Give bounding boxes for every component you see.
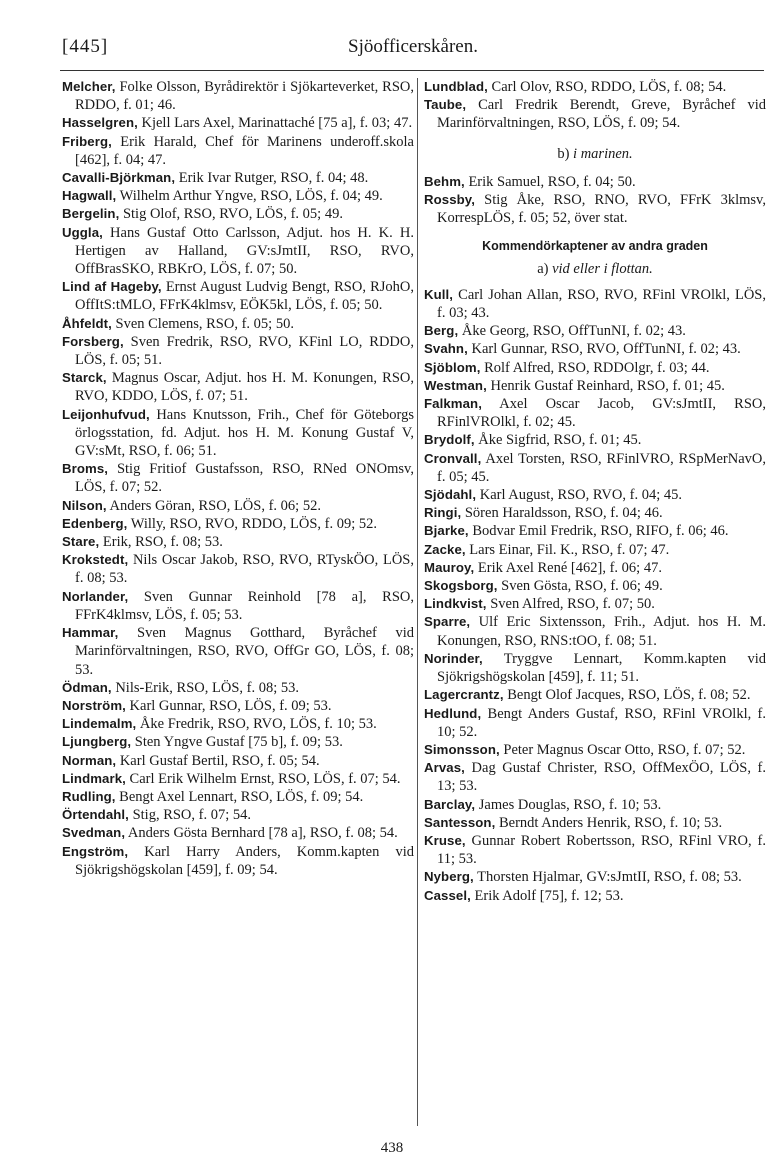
register-entry	[424, 96, 766, 132]
section-heading-b	[424, 145, 766, 163]
register-entry	[62, 679, 414, 697]
entry-details: Sven Magnus Gotthard, Byråchef vid Marinförvaltningen, RSO, RVO, OffGr GO, LÖS, f. 08; 53.	[75, 625, 414, 678]
register-entry	[424, 686, 766, 704]
register-entry	[62, 224, 414, 279]
entry-surname: Engström,	[62, 843, 129, 859]
entry-details: Stig Olof, RSO, RVO, LÖS, f. 05; 49.	[119, 206, 343, 223]
entry-surname: Arvas,	[424, 760, 465, 776]
register-entry	[62, 133, 414, 169]
entry-details: Karl Harry Anders, Komm.kapten vid Sjökrigshögskolan [459], f. 09; 54.	[75, 843, 414, 878]
entry-details: Erik Harald, Chef för Marinens underoff.skola [462], f. 04; 47.	[75, 133, 414, 168]
entry-surname: Bergelin,	[62, 206, 120, 222]
register-entry	[424, 522, 766, 540]
entry-surname: Lindmark,	[62, 770, 126, 786]
entry-details: Thorsten Hjalmar, GV:sJmtII, RSO, f. 08; 53.	[473, 869, 742, 886]
entry-surname: Edenberg,	[62, 515, 128, 531]
register-entry	[424, 377, 766, 395]
register-entry	[62, 169, 414, 187]
entry-surname: Ljungberg,	[62, 734, 132, 750]
entry-details: Ernst August Ludvig Bengt, RSO, RJohO, OffItS:tMLO, FFrK4klmsv, EÖK5kl, LÖS, f. 05; 50.	[75, 279, 414, 314]
register-entry	[424, 741, 766, 759]
entry-details: Bengt Olof Jacques, RSO, LÖS, f. 08; 52.	[503, 687, 751, 704]
entry-details: Sven Gösta, RSO, f. 06; 49.	[497, 578, 663, 595]
entry-details: Peter Magnus Oscar Otto, RSO, f. 07; 52.	[499, 741, 746, 758]
entry-details: Karl Gunnar, RSO, RVO, OffTunNI, f. 02; 43.	[467, 341, 741, 358]
entry-group-bottom	[424, 286, 766, 905]
entry-details: James Douglas, RSO, f. 10; 53.	[475, 796, 662, 813]
entry-surname: Rossby,	[424, 192, 476, 208]
entry-surname: Nyberg,	[424, 869, 474, 885]
entry-surname: Santesson,	[424, 814, 496, 830]
register-entry	[424, 450, 766, 486]
entry-details: Carl Erik Wilhelm Ernst, RSO, LÖS, f. 07; 54.	[125, 770, 401, 787]
entry-details: Axel Torsten, RSO, RFinlVRO, RSpMerNavO, f. 05; 45.	[437, 450, 766, 485]
register-entry	[424, 796, 766, 814]
entry-surname: Norström,	[62, 697, 126, 713]
register-entry	[424, 504, 766, 522]
register-entry	[62, 770, 414, 788]
entry-surname: Norlander,	[62, 588, 129, 604]
entry-details: Karl Gunnar, RSO, LÖS, f. 09; 53.	[125, 697, 332, 714]
register-entry	[424, 286, 766, 322]
page-reference: [445]	[62, 36, 109, 57]
entry-group-top	[424, 78, 766, 133]
page-title: Sjöofficerskåren.	[348, 36, 478, 57]
register-entry	[424, 650, 766, 686]
register-entry	[62, 78, 414, 114]
entry-surname: Starck,	[62, 370, 107, 386]
entry-surname: Norman,	[62, 752, 117, 768]
register-entry	[424, 322, 766, 340]
entry-surname: Lagercrantz,	[424, 687, 504, 703]
register-entry	[424, 486, 766, 504]
register-entry	[62, 278, 414, 314]
entry-details: Rolf Alfred, RSO, RDDOlgr, f. 03; 44.	[480, 359, 710, 376]
register-entry	[62, 551, 414, 587]
entry-details: Karl Gustaf Bertil, RSO, f. 05; 54.	[116, 752, 320, 769]
entry-surname: Cavalli-Björkman,	[62, 170, 176, 186]
register-entry	[62, 697, 414, 715]
entry-details: Erik Ivar Rutger, RSO, f. 04; 48.	[175, 170, 369, 187]
entry-details: Karl August, RSO, RVO, f. 04; 45.	[476, 487, 682, 504]
entry-surname: Taube,	[424, 97, 467, 113]
entry-surname: Lindkvist,	[424, 596, 487, 612]
entry-details: Sven Clemens, RSO, f. 05; 50.	[111, 315, 294, 332]
entry-surname: Svahn,	[424, 341, 468, 357]
register-entry	[62, 715, 414, 733]
entry-surname: Nilson,	[62, 497, 107, 513]
register-entry	[62, 843, 414, 879]
register-entry	[424, 832, 766, 868]
entry-details: Gunnar Robert Robertsson, RSO, RFinl VRO, f. 11; 53.	[437, 832, 766, 868]
section-heading-major: Kommendörkaptener av andra graden	[482, 239, 708, 254]
entry-surname: Sjödahl,	[424, 487, 477, 503]
register-entry	[424, 613, 766, 649]
entry-details: Sven Alfred, RSO, f. 07; 50.	[486, 596, 655, 613]
register-entry	[424, 395, 766, 431]
section-label: b)	[557, 145, 574, 162]
entry-surname: Cassel,	[424, 887, 471, 903]
register-entry	[62, 315, 414, 333]
entry-surname: Simonsson,	[424, 741, 500, 757]
entry-details: Berndt Anders Henrik, RSO, f. 10; 53.	[495, 814, 723, 831]
entry-group-mid	[424, 173, 766, 228]
register-entry	[62, 824, 414, 842]
entry-surname: Brydolf,	[424, 432, 475, 448]
register-entry	[62, 460, 414, 496]
entry-surname: Rudling,	[62, 788, 116, 804]
header-rule	[60, 70, 764, 71]
register-entry	[62, 205, 414, 223]
register-entry	[62, 752, 414, 770]
entry-surname: Westman,	[424, 377, 487, 393]
entry-surname: Åhfeldt,	[62, 315, 112, 331]
entry-details: Dag Gustaf Christer, RSO, OffMexÖO, LÖS, f. 13; 53.	[437, 760, 766, 795]
entry-surname: Lundblad,	[424, 79, 488, 94]
entry-surname: Hedlund,	[424, 705, 482, 721]
register-entry	[62, 788, 414, 806]
entry-details: Lars Einar, Fil. K., RSO, f. 07; 47.	[465, 541, 670, 558]
entry-details: Bengt Anders Gustaf, RSO, RFinl VROlkl, f. 10; 52.	[437, 705, 766, 740]
entry-details: Magnus Oscar, Adjut. hos H. M. Konungen, RSO, RVO, KDDO, LÖS, f. 07; 51.	[75, 370, 414, 405]
entry-surname: Barclay,	[424, 796, 476, 812]
entry-details: Nils Oscar Jakob, RSO, RVO, RTyskÖO, LÖS, f. 08; 53.	[75, 552, 414, 587]
register-entry	[62, 187, 414, 205]
entry-details: Wilhelm Arthur Yngve, RSO, LÖS, f. 04; 49.	[116, 188, 383, 205]
page-number: 438	[380, 1140, 404, 1156]
entry-details: Erik Samuel, RSO, f. 04; 50.	[464, 173, 636, 190]
register-entry	[424, 173, 766, 191]
entry-surname: Berg,	[424, 323, 459, 339]
register-entry	[62, 406, 414, 461]
entry-details: Tryggve Lennart, Komm.kapten vid Sjökrigshögskolan [459], f. 11; 51.	[437, 650, 766, 686]
entry-surname: Norinder,	[424, 650, 483, 666]
entry-details: Axel Oscar Jacob, GV:sJmtII, RSO, RFinlVROlkl, f. 02; 45.	[437, 396, 766, 431]
entry-surname: Hagwall,	[62, 188, 117, 204]
entry-surname: Skogsborg,	[424, 578, 498, 594]
entry-surname: Svedman,	[62, 825, 126, 841]
entry-surname: Bjarke,	[424, 523, 469, 539]
entry-details: Åke Fredrik, RSO, RVO, LÖS, f. 10; 53.	[136, 716, 377, 733]
entry-surname: Ödman,	[62, 679, 112, 695]
entry-surname: Ringi,	[424, 505, 462, 521]
entry-details: Carl Fredrik Berendt, Greve, Byråchef vid Marinförvaltningen, RSO, LÖS, f. 09; 54.	[437, 97, 766, 132]
entry-surname: Cronvall,	[424, 450, 482, 466]
entry-details: Erik Adolf [75], f. 12; 53.	[470, 887, 624, 904]
entry-details: Erik, RSO, f. 08; 53.	[99, 534, 223, 551]
register-entry	[424, 705, 766, 741]
register-entry	[424, 191, 766, 227]
entry-surname: Uggla,	[62, 224, 103, 240]
register-entry	[424, 541, 766, 559]
entry-details: Henrik Gustaf Reinhard, RSO, f. 01; 45.	[486, 377, 725, 394]
register-entry	[62, 806, 414, 824]
entry-details: Anders Göran, RSO, LÖS, f. 06; 52.	[106, 497, 321, 514]
entry-surname: Hammar,	[62, 625, 119, 641]
section-text: i marinen.	[573, 145, 633, 162]
right-column	[424, 78, 766, 905]
entry-details: Kjell Lars Axel, Marinattaché [75 a], f. 03; 47.	[137, 115, 413, 132]
entry-details: Hans Gustaf Otto Carlsson, Adjut. hos H. K. H. Hertigen av Halland, GV:sJmtII, RSO, RVO, OffBrasSKO, RBKrO, LÖS, f. 07; 50.	[75, 224, 414, 278]
entry-details: Stig, RSO, f. 07; 54.	[128, 807, 252, 824]
entry-details: Sven Gunnar Reinhold [78 a], RSO, FFrK4klmsv, LÖS, f. 05; 53.	[75, 588, 414, 623]
register-entry	[424, 78, 766, 96]
entry-surname: Forsberg,	[62, 333, 124, 349]
entry-surname: Kull,	[424, 286, 454, 302]
register-entry	[62, 114, 414, 132]
entry-details: Sören Haraldsson, RSO, f. 04; 46.	[461, 505, 663, 522]
entry-details: Carl Olov, RSO, RDDO, LÖS, f. 08; 54.	[487, 79, 727, 95]
entry-details: Åke Sigfrid, RSO, f. 01; 45.	[474, 432, 642, 449]
register-entry	[62, 515, 414, 533]
entry-surname: Friberg,	[62, 133, 112, 149]
entry-details: Åke Georg, RSO, OffTunNI, f. 02; 43.	[458, 323, 686, 340]
entry-details: Hans Knutsson, Frih., Chef för Göteborgs örlogsstation, fd. Adjut. hos H. M. Konung Gustaf V, GV:sMt, RSO, f. 06; 51.	[75, 406, 414, 460]
register-entry	[424, 814, 766, 832]
entry-surname: Leijonhufvud,	[62, 406, 150, 422]
section-heading-a	[424, 260, 766, 278]
entry-details: Bodvar Emil Fredrik, RSO, RIFO, f. 06; 46.	[468, 523, 729, 540]
entry-details: Ulf Eric Sixtensson, Frih., Adjut. hos H. M. Konungen, RSO, RNS:tOO, f. 08; 51.	[437, 614, 766, 649]
entry-surname: Zacke,	[424, 541, 466, 557]
entry-details: Erik Axel René [462], f. 06; 47.	[474, 559, 662, 576]
column-divider	[417, 78, 418, 1126]
entry-details: Stig Åke, RSO, RNO, RVO, FFrK 3klmsv, KorrespLÖS, f. 05; 52, över stat.	[437, 192, 766, 227]
entry-details: Willy, RSO, RVO, RDDO, LÖS, f. 09; 52.	[127, 515, 377, 532]
register-entry	[424, 887, 766, 905]
entry-surname: Sjöblom,	[424, 359, 481, 375]
register-entry	[424, 431, 766, 449]
section-text: vid eller i flottan.	[552, 260, 653, 277]
entry-details: Carl Johan Allan, RSO, RVO, RFinl VROlkl, LÖS, f. 03; 43.	[437, 286, 766, 322]
entry-details: Bengt Axel Lennart, RSO, LÖS, f. 09; 54.	[115, 788, 364, 805]
entry-details: Folke Olsson, Byrådirektör i Sjökarteverket, RSO, RDDO, f. 01; 46.	[75, 79, 414, 114]
register-entry	[424, 759, 766, 795]
entry-surname: Stare,	[62, 534, 100, 550]
entry-surname: Örtendahl,	[62, 807, 129, 823]
entry-surname: Broms,	[62, 461, 109, 477]
entry-surname: Mauroy,	[424, 559, 475, 575]
entry-details: Nils-Erik, RSO, LÖS, f. 08; 53.	[111, 679, 299, 696]
register-entry	[424, 577, 766, 595]
register-entry	[62, 533, 414, 551]
register-entry	[424, 595, 766, 613]
register-entry	[62, 497, 414, 515]
page-header	[62, 36, 764, 68]
entry-surname: Lind af Hageby,	[62, 279, 162, 295]
entry-details: Sven Fredrik, RSO, RVO, KFinl LO, RDDO, LÖS, f. 05; 51.	[75, 333, 414, 369]
entry-surname: Hasselgren,	[62, 115, 138, 131]
entry-details: Anders Gösta Bernhard [78 a], RSO, f. 08; 54.	[125, 825, 398, 842]
entry-surname: Melcher,	[62, 79, 116, 94]
entry-surname: Kruse,	[424, 832, 466, 848]
register-entry	[62, 733, 414, 751]
register-entry	[424, 340, 766, 358]
register-entry	[62, 369, 414, 405]
register-entry	[62, 588, 414, 624]
section-label: a)	[537, 260, 553, 277]
left-column	[62, 78, 414, 879]
register-entry	[62, 624, 414, 679]
entry-surname: Behm,	[424, 173, 465, 189]
entry-surname: Krokstedt,	[62, 552, 129, 568]
register-entry	[424, 559, 766, 577]
entry-details: Sten Yngve Gustaf [75 b], f. 09; 53.	[131, 734, 343, 751]
entry-surname: Falkman,	[424, 396, 482, 412]
register-entry	[62, 333, 414, 369]
entry-surname: Sparre,	[424, 614, 471, 630]
register-entry	[424, 868, 766, 886]
entry-details: Stig Fritiof Gustafsson, RSO, RNed ONOmsv, LÖS, f. 07; 52.	[75, 461, 414, 496]
register-entry	[424, 359, 766, 377]
entry-surname: Lindemalm,	[62, 716, 137, 732]
